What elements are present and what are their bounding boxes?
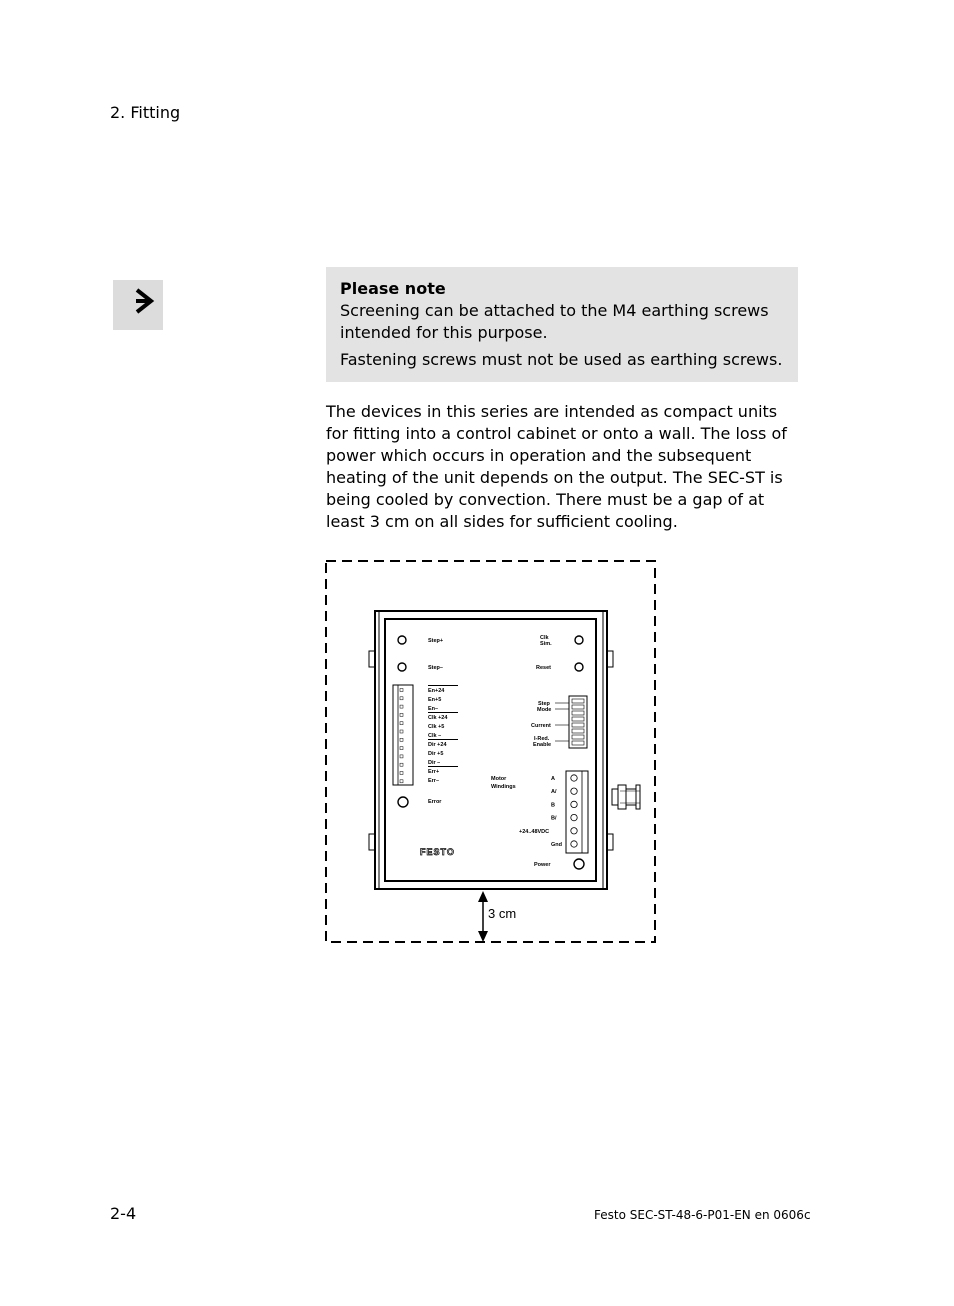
terminal-pin bbox=[400, 713, 403, 716]
terminal-label: Err– bbox=[428, 778, 440, 784]
terminal-pin bbox=[400, 705, 403, 708]
dip-switch[interactable] bbox=[572, 723, 584, 727]
motor-pin-label: Gnd bbox=[551, 842, 562, 848]
label-error: Error bbox=[428, 799, 442, 805]
dip-switch[interactable] bbox=[572, 729, 584, 733]
terminal-pin bbox=[400, 780, 403, 783]
motor-pin-screw bbox=[571, 814, 577, 820]
arrow-right-icon bbox=[113, 280, 163, 330]
dip-switch[interactable] bbox=[572, 705, 584, 709]
motor-pin-screw bbox=[571, 788, 577, 794]
terminal-pin bbox=[400, 772, 403, 775]
terminal-label: Dir – bbox=[428, 760, 441, 766]
motor-pin-label: B bbox=[551, 802, 555, 809]
terminal-pin bbox=[400, 755, 403, 758]
terminal-label: Err+ bbox=[428, 769, 440, 775]
dip-switch[interactable] bbox=[572, 699, 584, 703]
body-paragraph: The devices in this series are intended as compact units for fitting into a control cabinet or onto a wall. The loss of power which occurs in operation and the subsequent heating of the unit depends on the output. The SEC-ST is being cooled by convection. There must be a gap of at least 3 cm on all sides for sufficient cooling. bbox=[326, 402, 787, 531]
terminal-label: Dir +24 bbox=[428, 742, 447, 748]
terminal-pin bbox=[400, 689, 403, 692]
motor-pin-label: +24..48VDC bbox=[519, 828, 550, 835]
terminal-label: En– bbox=[428, 706, 439, 712]
terminal-label: Dir +5 bbox=[428, 751, 444, 757]
label-step-mode: Step Mode bbox=[537, 701, 552, 713]
chapter-header: 2. Fitting bbox=[110, 103, 181, 122]
label-reset: Reset bbox=[536, 665, 551, 671]
terminal-pin bbox=[400, 722, 403, 725]
motor-pin-screw bbox=[571, 828, 577, 834]
label-ired-enable: I-Red. Enable bbox=[533, 736, 552, 748]
dip-switch[interactable] bbox=[572, 711, 584, 715]
motor-pin-screw bbox=[571, 801, 577, 807]
terminal-label: Clk +24 bbox=[428, 715, 448, 721]
motor-pin-screw bbox=[571, 775, 577, 781]
note-box bbox=[326, 267, 798, 382]
terminal-label: Clk +5 bbox=[428, 724, 445, 730]
note-title: Please note bbox=[340, 279, 446, 298]
label-step-minus: Step– bbox=[428, 665, 443, 671]
terminal-pin bbox=[400, 697, 403, 700]
terminal-pin bbox=[400, 747, 403, 750]
terminal-label: Clk – bbox=[428, 733, 442, 739]
motor-pin-label: A/ bbox=[551, 789, 557, 796]
label-step-plus: Step+ bbox=[428, 638, 444, 644]
terminal-pin bbox=[400, 738, 403, 741]
label-clk-sim: Clk Sim. bbox=[540, 635, 552, 647]
terminal-label: En+24 bbox=[428, 688, 445, 694]
dip-switch[interactable] bbox=[572, 735, 584, 739]
page-number: 2-4 bbox=[110, 1204, 137, 1223]
label-power: Power bbox=[534, 862, 551, 868]
note-text-2: Fastening screws must not be used as earthing screws. bbox=[340, 350, 783, 369]
mounting-figure bbox=[324, 559, 658, 951]
terminal-pin bbox=[400, 730, 403, 733]
label-motor-windings: Motor Windings bbox=[491, 776, 516, 790]
terminal-label: En+5 bbox=[428, 697, 442, 703]
motor-pin-label: A bbox=[551, 776, 555, 782]
brand-logo: FESTO bbox=[420, 847, 455, 857]
earthing-screw bbox=[612, 785, 640, 809]
gap-label: 3 cm bbox=[488, 906, 517, 921]
document-id: Festo SEC-ST-48-6-P01-EN en 0606c bbox=[594, 1208, 811, 1222]
motor-pin-label: B/ bbox=[551, 815, 557, 822]
motor-pin-screw bbox=[571, 841, 577, 847]
dip-switch[interactable] bbox=[572, 741, 584, 745]
label-current: Current bbox=[531, 723, 551, 729]
note-text-1: Screening can be attached to the M4 earthing screws intended for this purpose. bbox=[340, 301, 769, 342]
terminal-pin bbox=[400, 763, 403, 766]
dip-switch[interactable] bbox=[572, 717, 584, 721]
